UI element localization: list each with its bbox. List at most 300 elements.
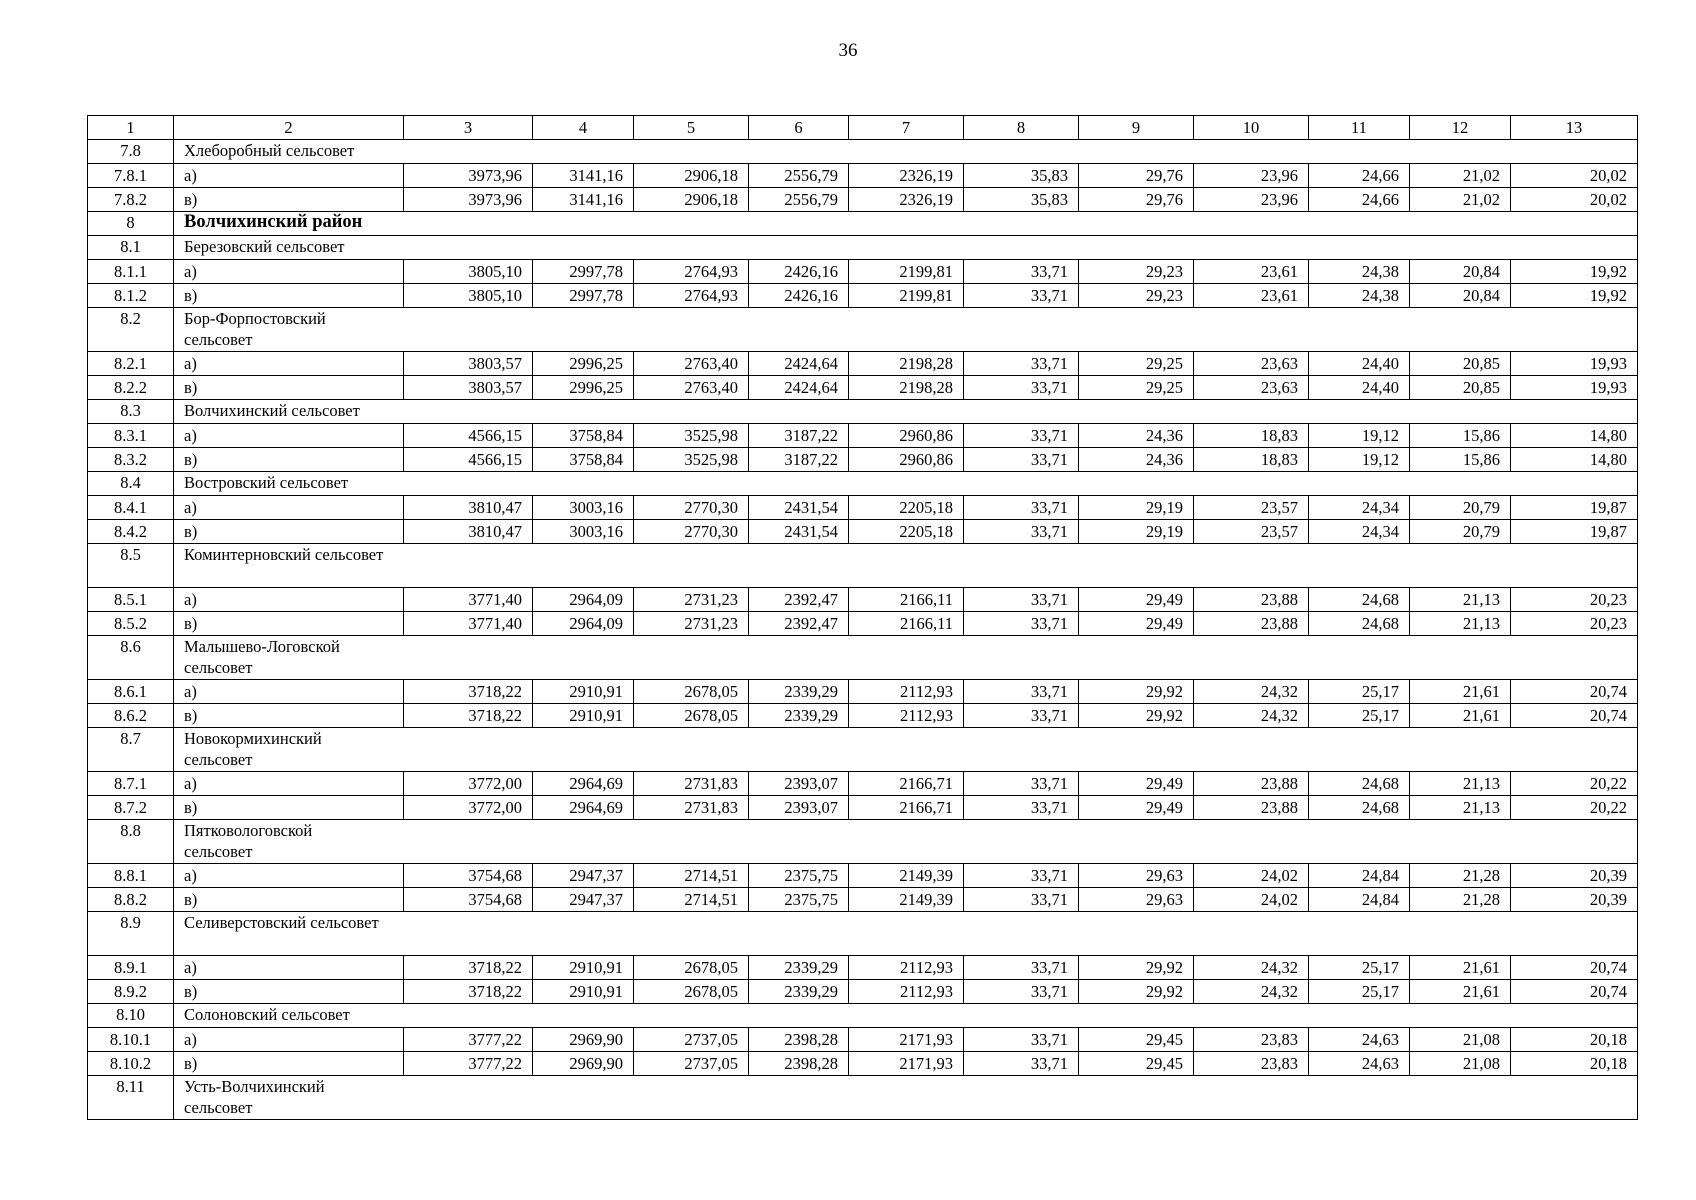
row-code: 8.7.2 [88,796,174,820]
table-cell: 35,83 [964,188,1079,212]
row-code: 8 [88,212,174,236]
table-cell: 2910,91 [533,980,634,1004]
table-cell: 3973,96 [404,188,533,212]
table-cell: 21,13 [1410,588,1511,612]
table-cell: 23,63 [1194,376,1309,400]
column-header: 3 [404,116,533,140]
section-name: Березовский сельсовет [174,236,1638,260]
table-cell: 3525,98 [634,424,749,448]
table-cell: 18,83 [1194,448,1309,472]
table-cell: 29,92 [1079,956,1194,980]
table-cell: 23,57 [1194,520,1309,544]
table-cell: 14,80 [1511,424,1638,448]
row-code: 8.6.1 [88,680,174,704]
table-cell: 2906,18 [634,164,749,188]
row-label: в) [174,520,404,544]
table-cell: 19,12 [1309,424,1410,448]
section-name-text: Усть-Волчихинский сельсовет [184,1077,325,1117]
table-cell: 2996,25 [533,352,634,376]
table-cell: 2964,69 [533,796,634,820]
table-cell: 29,23 [1079,260,1194,284]
table-cell: 2731,83 [634,796,749,820]
table-cell: 33,71 [964,260,1079,284]
table-cell: 2392,47 [749,612,849,636]
table-cell: 25,17 [1309,980,1410,1004]
table-cell: 33,71 [964,796,1079,820]
section-name-text: Малышево-Логовской сельсовет [184,637,340,677]
table-cell: 20,74 [1511,704,1638,728]
table-cell: 33,71 [964,376,1079,400]
table-cell: 21,61 [1410,704,1511,728]
table-cell: 3805,10 [404,260,533,284]
table-cell: 20,18 [1511,1028,1638,1052]
table-row [88,448,1638,472]
section-name: Хлеборобный сельсовет [174,140,1638,164]
table-cell: 2770,30 [634,496,749,520]
table-cell: 24,32 [1194,980,1309,1004]
table-cell: 33,71 [964,1028,1079,1052]
table-cell: 2764,93 [634,260,749,284]
table-cell: 24,63 [1309,1028,1410,1052]
row-code: 8.6 [88,636,174,680]
table-cell: 24,68 [1309,588,1410,612]
table-cell: 2678,05 [634,956,749,980]
row-code: 8.7.1 [88,772,174,796]
table-cell: 2166,71 [849,796,964,820]
table-cell: 20,84 [1410,284,1511,308]
table-cell: 2149,39 [849,888,964,912]
table-cell: 2910,91 [533,956,634,980]
table-cell: 2996,25 [533,376,634,400]
table-cell: 19,93 [1511,376,1638,400]
table-cell: 24,66 [1309,164,1410,188]
table-cell: 2947,37 [533,888,634,912]
table-cell: 3718,22 [404,980,533,1004]
table-cell: 20,23 [1511,612,1638,636]
table-cell: 2969,90 [533,1028,634,1052]
column-header: 9 [1079,116,1194,140]
table-cell: 15,86 [1410,448,1511,472]
table-cell: 20,18 [1511,1052,1638,1076]
table-cell: 29,25 [1079,376,1194,400]
section-name [174,820,1638,864]
table-cell: 19,87 [1511,496,1638,520]
row-label: в) [174,1052,404,1076]
table-cell: 2375,75 [749,888,849,912]
table-cell: 20,39 [1511,864,1638,888]
row-code: 8.3.2 [88,448,174,472]
table-cell: 2198,28 [849,352,964,376]
row-label: а) [174,424,404,448]
row-code: 8.10.2 [88,1052,174,1076]
row-code: 8.5 [88,544,174,588]
table-cell: 3973,96 [404,164,533,188]
table-cell: 3772,00 [404,772,533,796]
table-cell: 29,92 [1079,680,1194,704]
table-cell: 2205,18 [849,496,964,520]
row-code: 8.9 [88,912,174,956]
tariff-table [87,115,1638,1120]
table-cell: 2398,28 [749,1052,849,1076]
table-cell: 2714,51 [634,888,749,912]
table-cell: 3771,40 [404,612,533,636]
table-cell: 2770,30 [634,520,749,544]
table-cell: 33,71 [964,704,1079,728]
row-code: 8.5.2 [88,612,174,636]
row-label: а) [174,352,404,376]
section-name [174,544,1638,588]
table-row [88,188,1638,212]
table-cell: 2339,29 [749,680,849,704]
table-cell: 2714,51 [634,864,749,888]
row-code: 8.7 [88,728,174,772]
table-cell: 24,38 [1309,260,1410,284]
table-row [88,864,1638,888]
table-cell: 33,71 [964,680,1079,704]
table-cell: 2326,19 [849,164,964,188]
table-cell: 33,71 [964,424,1079,448]
table-cell: 3772,00 [404,796,533,820]
table-cell: 24,34 [1309,496,1410,520]
table-cell: 2764,93 [634,284,749,308]
table-cell: 3187,22 [749,424,849,448]
column-header: 12 [1410,116,1511,140]
table-cell: 3771,40 [404,588,533,612]
row-label: в) [174,448,404,472]
table-cell: 33,71 [964,448,1079,472]
table-cell: 2556,79 [749,188,849,212]
column-header: 1 [88,116,174,140]
table-cell: 3718,22 [404,704,533,728]
table-cell: 2326,19 [849,188,964,212]
table-cell: 29,92 [1079,980,1194,1004]
table-cell: 33,71 [964,588,1079,612]
table-cell: 2731,83 [634,772,749,796]
table-cell: 2339,29 [749,956,849,980]
table-cell: 23,96 [1194,188,1309,212]
table-cell: 14,80 [1511,448,1638,472]
row-label: в) [174,376,404,400]
table-cell: 2431,54 [749,520,849,544]
table-cell: 29,63 [1079,864,1194,888]
table-cell: 24,84 [1309,888,1410,912]
table-cell: 15,86 [1410,424,1511,448]
table-cell: 3003,16 [533,496,634,520]
table-cell: 2426,16 [749,260,849,284]
table-cell: 4566,15 [404,448,533,472]
table-cell: 2737,05 [634,1028,749,1052]
row-label: а) [174,260,404,284]
section-name-text: Коминтерновский сельсовет [184,545,384,564]
row-code: 8.9.1 [88,956,174,980]
table-cell: 3803,57 [404,376,533,400]
table-row [88,588,1638,612]
table-cell: 2678,05 [634,680,749,704]
table-cell: 3803,57 [404,352,533,376]
table-row [88,424,1638,448]
table-cell: 3141,16 [533,164,634,188]
table-cell: 2199,81 [849,284,964,308]
section-name-text: Бор-Форпостовский сельсовет [184,309,326,349]
table-cell: 29,76 [1079,164,1194,188]
table-cell: 2964,09 [533,588,634,612]
table-cell: 2166,11 [849,588,964,612]
row-code: 7.8.2 [88,188,174,212]
district-name: Волчихинский район [174,212,1638,236]
table-cell: 20,85 [1410,352,1511,376]
table-cell: 19,12 [1309,448,1410,472]
table-cell: 33,71 [964,980,1079,1004]
table-cell: 23,88 [1194,772,1309,796]
table-cell: 2997,78 [533,284,634,308]
table-cell: 33,71 [964,888,1079,912]
table-row [88,680,1638,704]
table-cell: 24,68 [1309,772,1410,796]
table-cell: 35,83 [964,164,1079,188]
table-row [88,956,1638,980]
table-cell: 24,36 [1079,424,1194,448]
table-cell: 29,49 [1079,612,1194,636]
table-cell: 3805,10 [404,284,533,308]
table-cell: 2678,05 [634,704,749,728]
table-cell: 2166,71 [849,772,964,796]
table-row [88,260,1638,284]
table-cell: 2947,37 [533,864,634,888]
row-code: 8.2 [88,308,174,352]
section-name [174,728,1638,772]
column-header: 7 [849,116,964,140]
table-cell: 24,66 [1309,188,1410,212]
table-cell: 24,02 [1194,864,1309,888]
table-cell: 3718,22 [404,680,533,704]
row-code: 8.1 [88,236,174,260]
table-cell: 2198,28 [849,376,964,400]
table-cell: 3777,22 [404,1028,533,1052]
table-cell: 29,92 [1079,704,1194,728]
table-cell: 20,84 [1410,260,1511,284]
table-row [88,1052,1638,1076]
table-cell: 24,40 [1309,352,1410,376]
table-cell: 23,88 [1194,612,1309,636]
column-header: 11 [1309,116,1410,140]
column-header: 5 [634,116,749,140]
row-code: 8.1.2 [88,284,174,308]
table-cell: 24,84 [1309,864,1410,888]
table-cell: 2964,69 [533,772,634,796]
table-cell: 25,17 [1309,956,1410,980]
table-cell: 23,83 [1194,1052,1309,1076]
section-row [88,308,1638,352]
table-cell: 24,68 [1309,796,1410,820]
table-cell: 2392,47 [749,588,849,612]
row-code: 8.8 [88,820,174,864]
table-row [88,796,1638,820]
table-cell: 2112,93 [849,956,964,980]
table-cell: 2393,07 [749,796,849,820]
table-cell: 2424,64 [749,352,849,376]
table-cell: 24,02 [1194,888,1309,912]
row-label: в) [174,188,404,212]
table-cell: 23,61 [1194,284,1309,308]
section-name-text: Новокормихинский сельсовет [184,729,322,769]
table-cell: 20,02 [1511,188,1638,212]
table-row [88,612,1638,636]
row-code: 7.8 [88,140,174,164]
row-code: 8.2.1 [88,352,174,376]
table-cell: 21,61 [1410,980,1511,1004]
table-cell: 20,74 [1511,980,1638,1004]
table-cell: 20,22 [1511,796,1638,820]
table-cell: 20,79 [1410,496,1511,520]
section-row [88,728,1638,772]
table-cell: 24,32 [1194,680,1309,704]
table-cell: 2731,23 [634,588,749,612]
row-code: 8.4.2 [88,520,174,544]
section-row [88,1076,1638,1120]
table-row [88,284,1638,308]
table-cell: 20,23 [1511,588,1638,612]
table-cell: 29,19 [1079,496,1194,520]
row-label: в) [174,612,404,636]
section-name: Востровский сельсовет [174,472,1638,496]
table-cell: 29,76 [1079,188,1194,212]
table-cell: 24,36 [1079,448,1194,472]
table-cell: 3810,47 [404,496,533,520]
table-body [88,116,1638,1120]
table-cell: 2997,78 [533,260,634,284]
table-cell: 24,32 [1194,704,1309,728]
table-cell: 23,61 [1194,260,1309,284]
table-cell: 2969,90 [533,1052,634,1076]
table-cell: 2205,18 [849,520,964,544]
table-row [88,352,1638,376]
table-cell: 21,02 [1410,164,1511,188]
table-cell: 3718,22 [404,956,533,980]
table-cell: 2339,29 [749,704,849,728]
table-cell: 20,85 [1410,376,1511,400]
table-cell: 33,71 [964,496,1079,520]
table-cell: 2171,93 [849,1028,964,1052]
table-cell: 21,13 [1410,796,1511,820]
table-cell: 3525,98 [634,448,749,472]
section-name: Волчихинский сельсовет [174,400,1638,424]
table-cell: 2731,23 [634,612,749,636]
table-cell: 19,87 [1511,520,1638,544]
table-cell: 2960,86 [849,424,964,448]
table-cell: 25,17 [1309,680,1410,704]
table-row [88,980,1638,1004]
table-cell: 29,49 [1079,772,1194,796]
table-cell: 21,61 [1410,680,1511,704]
row-code: 8.3.1 [88,424,174,448]
table-cell: 3754,68 [404,864,533,888]
table-cell: 4566,15 [404,424,533,448]
section-name: Солоновский сельсовет [174,1004,1638,1028]
table-cell: 2393,07 [749,772,849,796]
table-cell: 21,61 [1410,956,1511,980]
section-name-text: Селиверстовский сельсовет [184,913,379,932]
table-cell: 20,74 [1511,680,1638,704]
row-label: а) [174,1028,404,1052]
table-cell: 23,83 [1194,1028,1309,1052]
row-code: 8.4 [88,472,174,496]
section-row [88,140,1638,164]
row-label: в) [174,284,404,308]
table-cell: 2426,16 [749,284,849,308]
table-cell: 2199,81 [849,260,964,284]
section-row [88,544,1638,588]
table-cell: 33,71 [964,772,1079,796]
table-cell: 29,45 [1079,1028,1194,1052]
column-header: 8 [964,116,1079,140]
table-cell: 3810,47 [404,520,533,544]
section-name [174,1076,1638,1120]
table-cell: 2424,64 [749,376,849,400]
row-code: 8.10 [88,1004,174,1028]
table-cell: 3141,16 [533,188,634,212]
row-code: 8.1.1 [88,260,174,284]
table-cell: 23,88 [1194,796,1309,820]
table-cell: 29,49 [1079,796,1194,820]
row-label: в) [174,888,404,912]
row-code: 8.11 [88,1076,174,1120]
table-cell: 23,96 [1194,164,1309,188]
table-cell: 29,63 [1079,888,1194,912]
section-name [174,308,1638,352]
table-cell: 2763,40 [634,352,749,376]
section-name [174,636,1638,680]
table-cell: 2910,91 [533,704,634,728]
row-label: а) [174,864,404,888]
row-label: а) [174,956,404,980]
table-cell: 24,63 [1309,1052,1410,1076]
table-cell: 33,71 [964,520,1079,544]
table-cell: 2375,75 [749,864,849,888]
table-cell: 23,57 [1194,496,1309,520]
table-row [88,704,1638,728]
row-label: в) [174,980,404,1004]
table-cell: 21,13 [1410,612,1511,636]
table-cell: 2431,54 [749,496,849,520]
table-cell: 24,38 [1309,284,1410,308]
column-header: 13 [1511,116,1638,140]
table-cell: 21,08 [1410,1028,1511,1052]
table-cell: 21,13 [1410,772,1511,796]
table-cell: 3003,16 [533,520,634,544]
table-cell: 2166,11 [849,612,964,636]
table-cell: 2960,86 [849,448,964,472]
table-row [88,164,1638,188]
table-cell: 21,28 [1410,864,1511,888]
column-header: 6 [749,116,849,140]
table-row [88,772,1638,796]
table-cell: 33,71 [964,864,1079,888]
row-code: 8.6.2 [88,704,174,728]
section-row [88,472,1638,496]
section-row [88,1004,1638,1028]
row-code: 7.8.1 [88,164,174,188]
table-cell: 19,93 [1511,352,1638,376]
table-cell: 20,74 [1511,956,1638,980]
table-cell: 33,71 [964,956,1079,980]
section-name [174,912,1638,956]
table-cell: 3777,22 [404,1052,533,1076]
table-cell: 19,92 [1511,260,1638,284]
table-cell: 33,71 [964,352,1079,376]
row-label: а) [174,772,404,796]
table-cell: 2112,93 [849,680,964,704]
section-row [88,400,1638,424]
